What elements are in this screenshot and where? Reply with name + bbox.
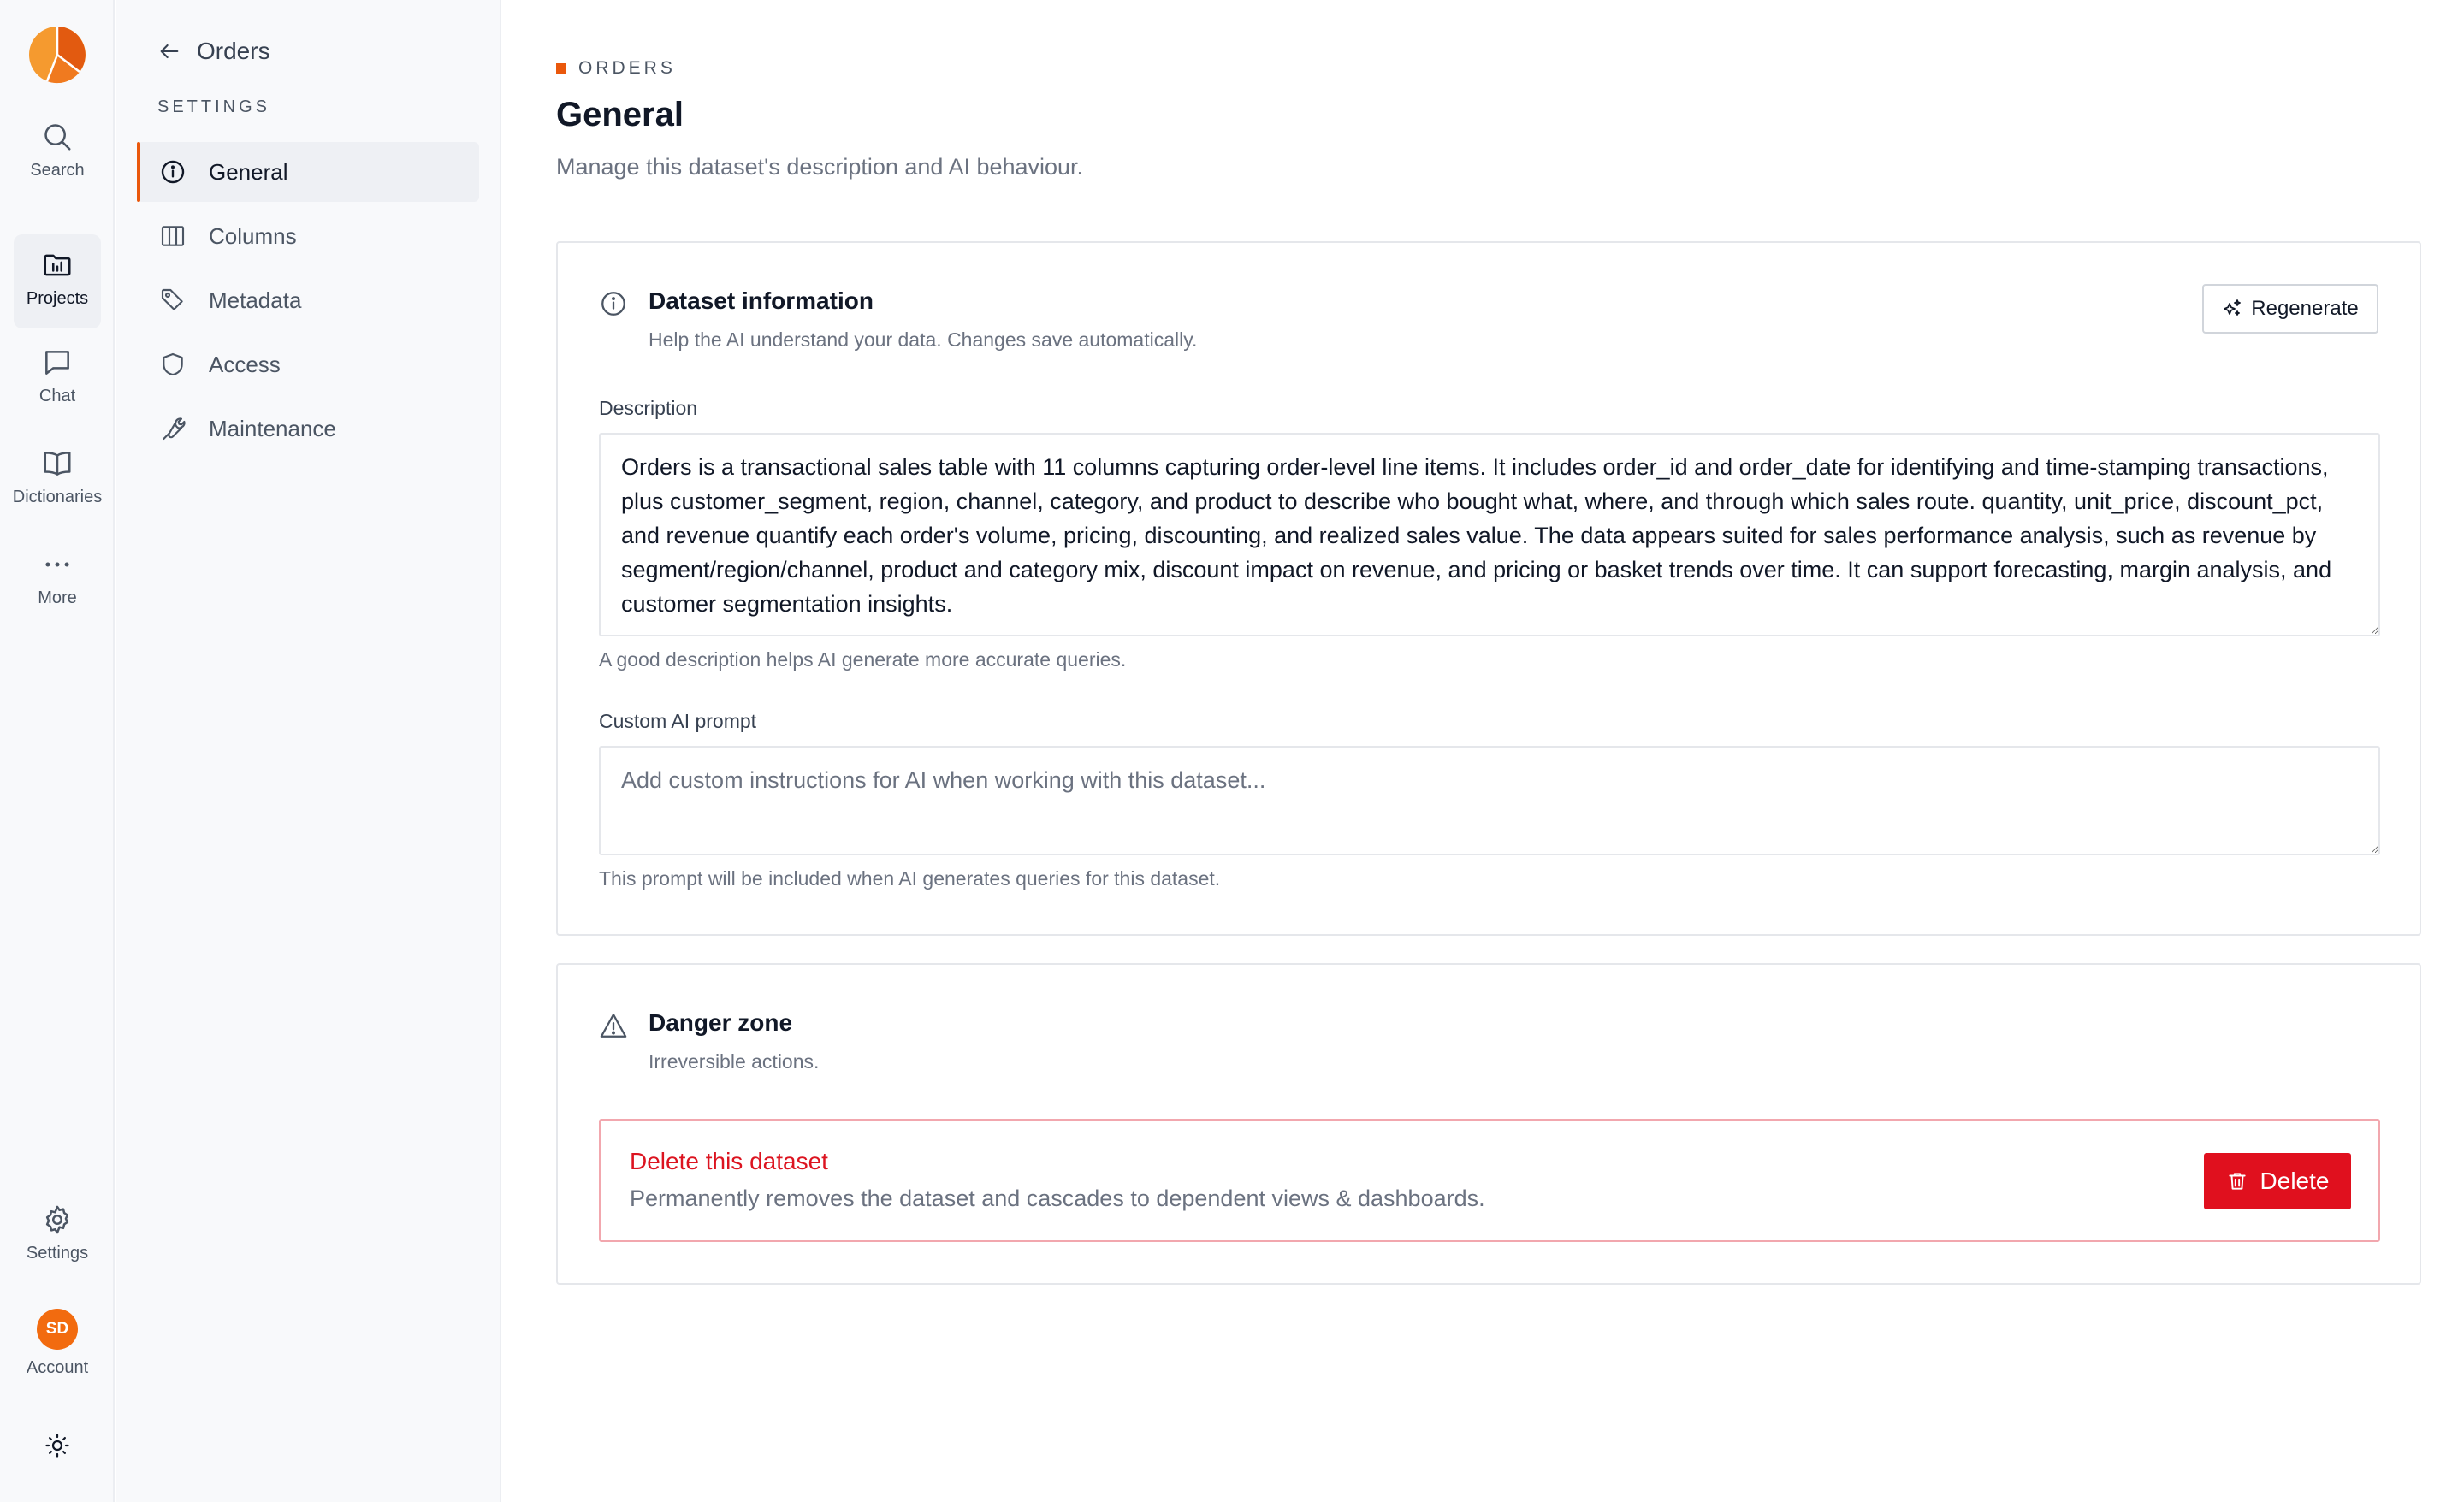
dataset-info-card	[556, 241, 2421, 936]
columns-icon	[159, 222, 187, 250]
sparkles-icon	[2222, 299, 2242, 319]
danger-zone-card	[556, 963, 2421, 1285]
delete-dataset-panel	[599, 1119, 2380, 1242]
accent-square	[556, 63, 566, 74]
folder-icon	[38, 246, 76, 284]
breadcrumb	[556, 58, 676, 79]
rail-item-label: Projects	[26, 289, 89, 308]
main-content	[503, 0, 2464, 1502]
arrow-left-icon	[157, 39, 181, 63]
rail-item-dictionaries[interactable]	[14, 445, 101, 523]
wrench-icon	[159, 415, 187, 442]
delete-description: Permanently removes the dataset and cascades to dependent views & dashboards.	[630, 1186, 1485, 1211]
description-help: A good description helps AI generate more accurate queries.	[599, 648, 1127, 671]
app-rail	[0, 0, 115, 1502]
rail-item-more[interactable]	[14, 546, 101, 624]
page-title: General	[556, 96, 684, 133]
rail-item-account[interactable]	[14, 1309, 101, 1394]
sidebar-heading: SETTINGS	[157, 98, 271, 116]
delete-title: Delete this dataset	[630, 1148, 828, 1174]
regenerate-label: Regenerate	[2251, 297, 2359, 320]
sun-icon	[38, 1427, 76, 1464]
page-subtitle: Manage this dataset's description and AI behaviour.	[556, 154, 1084, 180]
rail-item-chat[interactable]	[14, 344, 101, 423]
nav-item-columns[interactable]	[137, 206, 479, 266]
rail-item-label: More	[38, 588, 77, 607]
app-logo[interactable]	[28, 26, 86, 84]
nav-item-general[interactable]	[137, 142, 479, 202]
card-title: Dataset information	[649, 287, 874, 314]
rail-item-projects[interactable]	[14, 234, 101, 328]
back-link[interactable]	[157, 34, 270, 68]
delete-button[interactable]	[2204, 1153, 2351, 1209]
theme-toggle[interactable]	[14, 1427, 101, 1464]
nav-item-label: Access	[209, 351, 281, 377]
card-subtitle: Help the AI understand your data. Changes save automatically.	[649, 328, 1198, 351]
regenerate-button[interactable]	[2202, 284, 2378, 334]
nav-item-label: Metadata	[209, 287, 302, 313]
nav-item-label: Maintenance	[209, 415, 336, 441]
tag-icon	[159, 287, 187, 314]
prompt-label: Custom AI prompt	[599, 710, 757, 732]
info-icon	[599, 289, 628, 318]
settings-nav	[137, 142, 479, 463]
chat-icon	[38, 344, 76, 381]
gear-icon	[38, 1201, 76, 1239]
eyebrow-label: ORDERS	[578, 58, 676, 78]
rail-item-label: Search	[30, 161, 85, 180]
back-label: Orders	[197, 38, 270, 64]
nav-item-access[interactable]	[137, 334, 479, 394]
rail-item-label: Account	[26, 1358, 89, 1377]
custom-prompt-input[interactable]	[599, 746, 2380, 855]
prompt-help: This prompt will be included when AI generates queries for this dataset.	[599, 867, 1221, 890]
avatar: SD	[37, 1309, 78, 1350]
rail-item-label: Dictionaries	[12, 488, 103, 506]
rail-item-search[interactable]	[14, 118, 101, 197]
info-icon	[159, 158, 187, 186]
shield-icon	[159, 351, 187, 378]
settings-sidebar	[116, 0, 501, 1502]
rail-item-label: Chat	[38, 387, 76, 405]
trash-icon	[2226, 1170, 2248, 1192]
warning-icon	[599, 1011, 628, 1040]
more-icon	[38, 546, 76, 583]
nav-item-label: Columns	[209, 222, 297, 249]
book-icon	[38, 445, 76, 482]
rail-item-settings[interactable]	[14, 1201, 101, 1280]
card-title: Danger zone	[649, 1009, 793, 1036]
card-header	[599, 1009, 819, 1073]
card-subtitle: Irreversible actions.	[649, 1050, 820, 1073]
description-label: Description	[599, 397, 698, 419]
delete-label: Delete	[2260, 1168, 2330, 1194]
rail-item-label: Settings	[26, 1244, 89, 1263]
search-icon	[38, 118, 76, 156]
card-header	[599, 287, 1197, 352]
description-input[interactable]	[599, 433, 2380, 636]
nav-item-metadata[interactable]	[137, 270, 479, 330]
nav-item-maintenance[interactable]	[137, 399, 479, 458]
nav-item-label: General	[209, 158, 288, 185]
